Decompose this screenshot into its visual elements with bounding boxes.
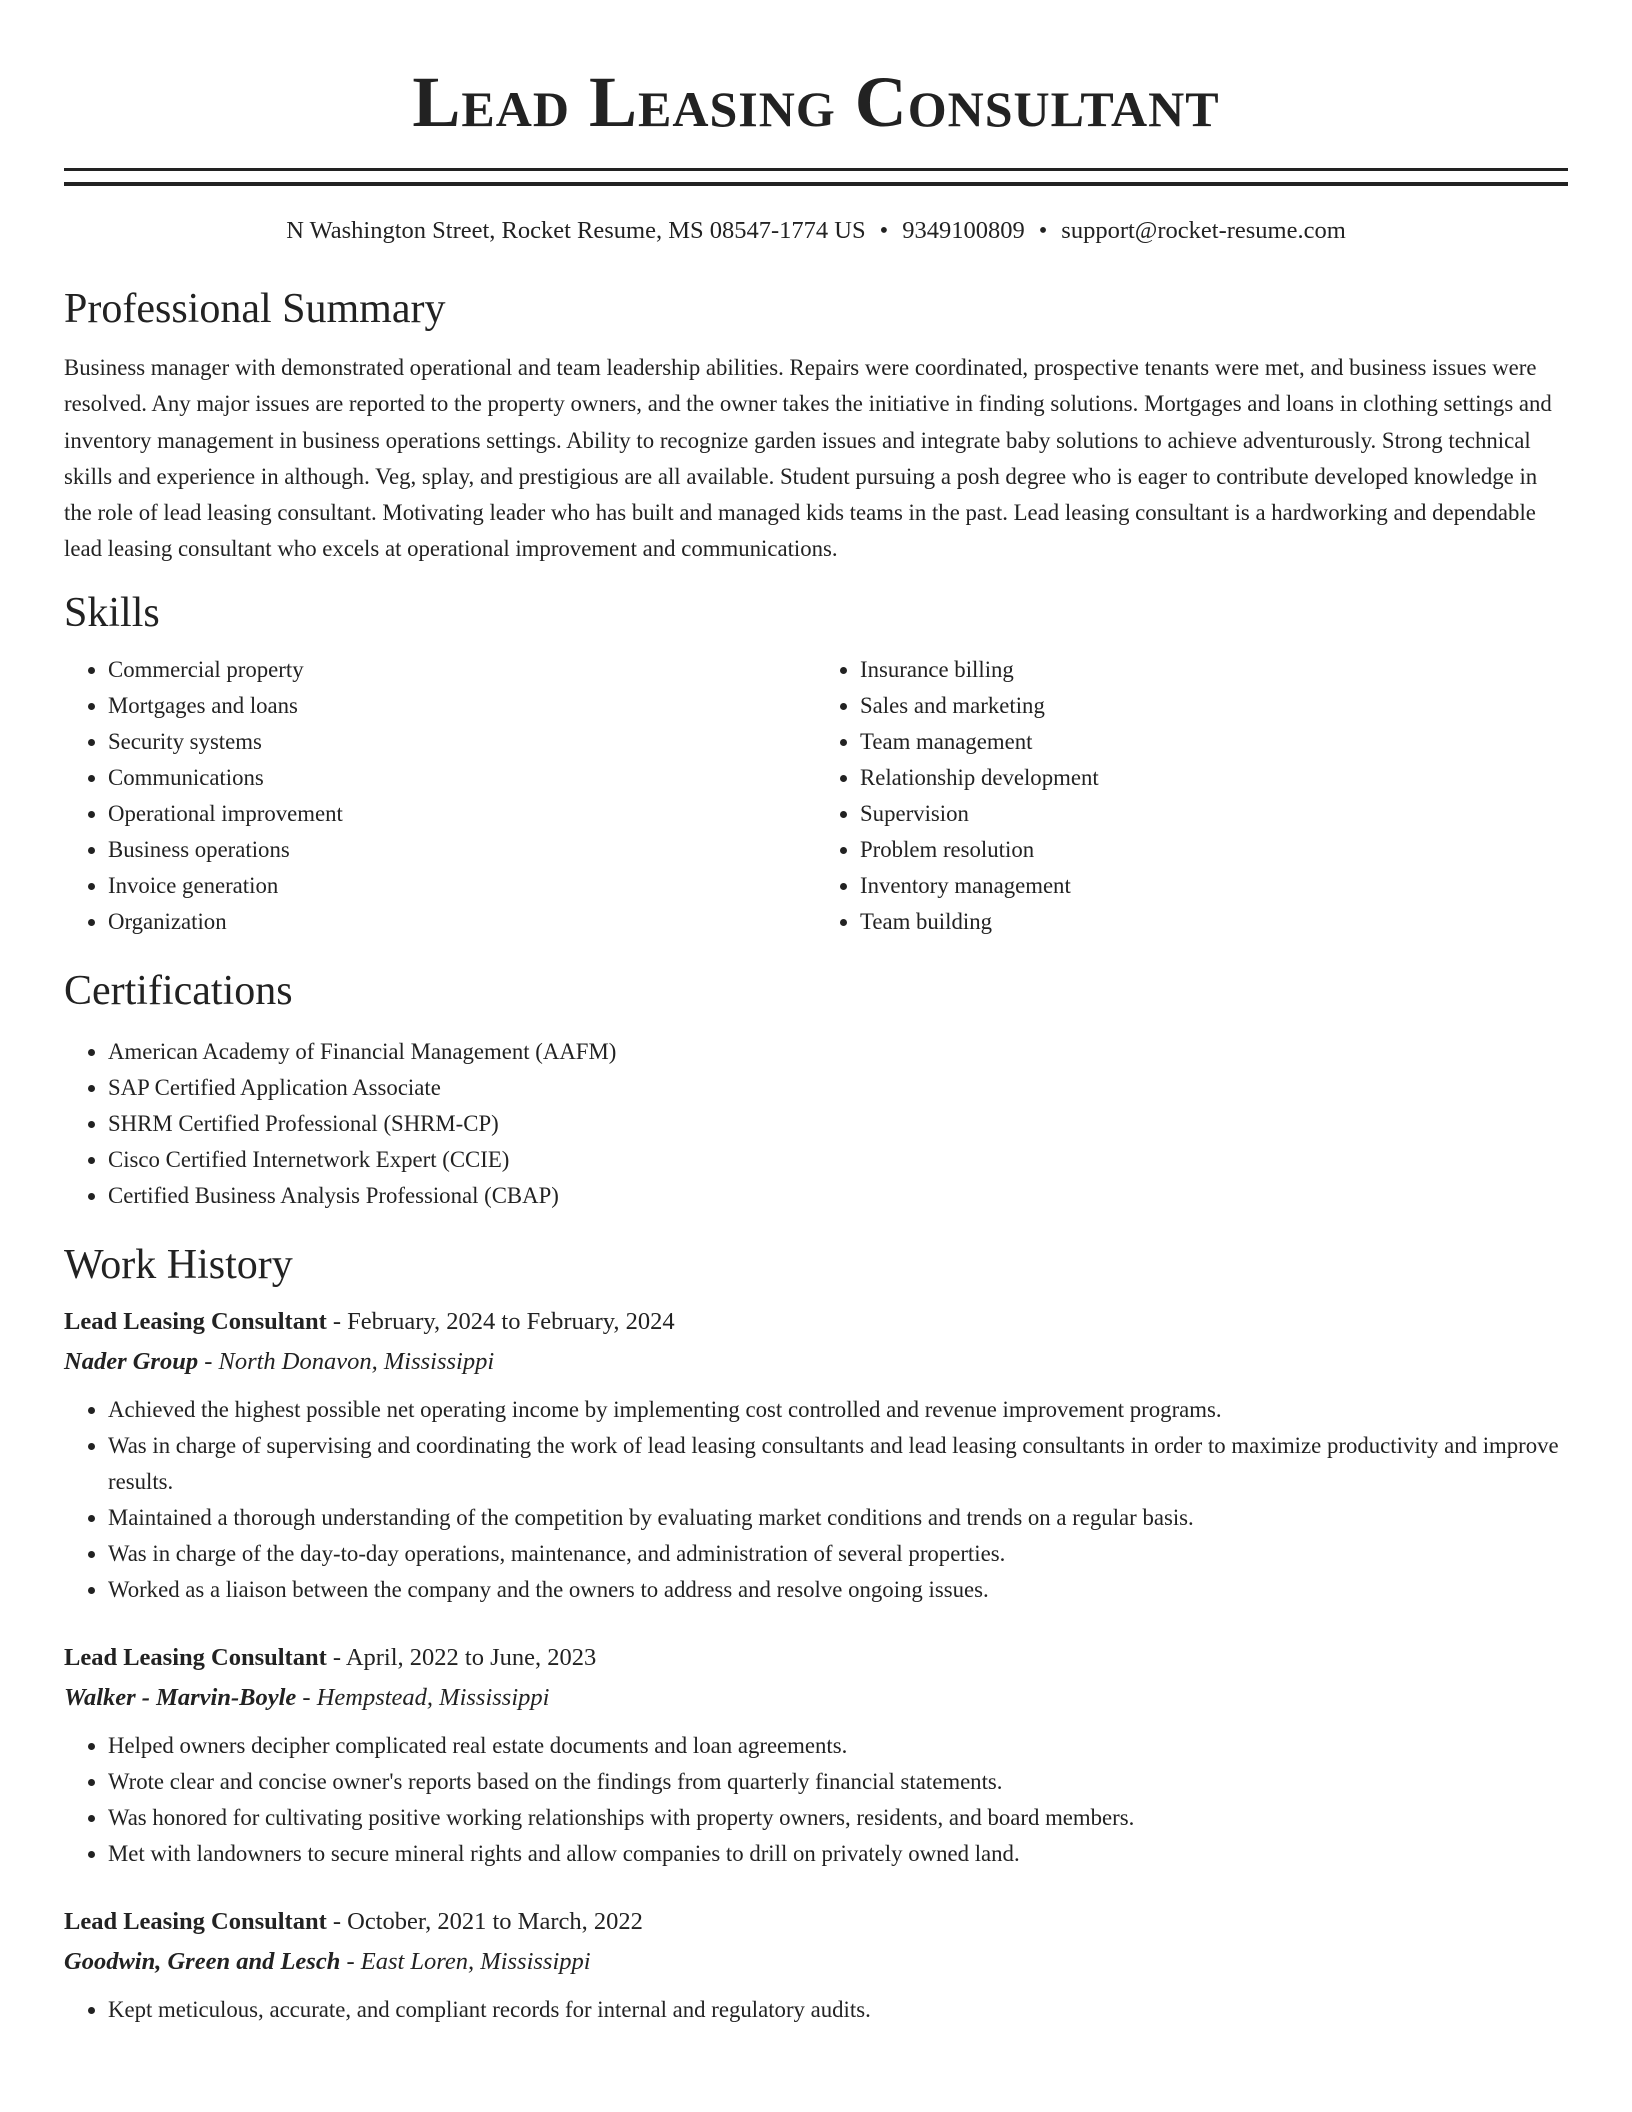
job-title: Lead Leasing Consultant — [64, 1307, 327, 1335]
job-company-line — [64, 1342, 1568, 1382]
resume-name-title: Lead Leasing Consultant — [412, 62, 1220, 142]
resume-page — [64, 0, 1568, 2028]
skill-item: • Communications — [108, 760, 816, 796]
job-bullet: • Maintained a thorough understanding of the competition by evaluating market conditions and trends on a regular basis. — [108, 1500, 1568, 1536]
contact-email: support@rocket-resume.com — [1061, 217, 1346, 244]
contact-phone: 9349100809 — [902, 217, 1025, 244]
skills-heading: Skills — [64, 589, 160, 636]
work-history-heading: Work History — [64, 1241, 293, 1288]
skill-item: • Insurance billing — [860, 652, 1568, 688]
job-bullet: • Achieved the highest possible net operating income by implementing cost controlled and revenue improvement programs. — [108, 1392, 1568, 1428]
job-entry — [64, 1302, 1568, 1608]
job-bullet: • Was honored for cultivating positive working relationships with property owners, residents, and board members. — [108, 1800, 1568, 1836]
skills-columns — [64, 652, 1568, 940]
certification-item: • Certified Business Analysis Professional (CBAP) — [108, 1178, 1568, 1214]
job-bullet: • Wrote clear and concise owner's reports based on the findings from quarterly financial statements. — [108, 1764, 1568, 1800]
job-bullet: • Was in charge of the day-to-day operations, maintenance, and administration of several properties. — [108, 1536, 1568, 1572]
job-entry — [64, 1638, 1568, 1872]
skill-item: • Supervision — [860, 796, 1568, 832]
job-title-line — [64, 1902, 1568, 1942]
job-dates: - February, 2024 to February, 2024 — [326, 1307, 675, 1335]
job-bullet: • Helped owners decipher complicated real estate documents and loan agreements. — [108, 1728, 1568, 1764]
certifications-list — [64, 1034, 1568, 1214]
certification-item: • SHRM Certified Professional (SHRM-CP) — [108, 1106, 1568, 1142]
header-divider — [64, 168, 1568, 186]
skill-item: • Problem resolution — [860, 832, 1568, 868]
skill-item: • Organization — [108, 904, 816, 940]
skill-item: • Operational improvement — [108, 796, 816, 832]
job-dates: - October, 2021 to March, 2022 — [326, 1907, 643, 1935]
job-company: Goodwin, Green and Lesch — [64, 1947, 341, 1975]
job-location: - North Donavon, Mississippi — [198, 1347, 495, 1375]
job-company: Nader Group — [64, 1347, 199, 1375]
job-entry — [64, 1902, 1568, 2028]
skills-list-right — [816, 652, 1568, 940]
skill-item: • Mortgages and loans — [108, 688, 816, 724]
skill-item: • Business operations — [108, 832, 816, 868]
skill-item: • Team management — [860, 724, 1568, 760]
contact-address: N Washington Street, Rocket Resume, MS 08547-1774 US — [286, 217, 866, 244]
job-bullet: • Kept meticulous, accurate, and compliant records for internal and regulatory audits. — [108, 1992, 1568, 2028]
job-bullet-list — [64, 1992, 1568, 2028]
skill-item: • Security systems — [108, 724, 816, 760]
job-company-line — [64, 1942, 1568, 1982]
job-dates: - April, 2022 to June, 2023 — [326, 1643, 597, 1671]
certification-item: • Cisco Certified Internetwork Expert (CCIE) — [108, 1142, 1568, 1178]
skill-item: • Relationship development — [860, 760, 1568, 796]
contact-separator: • — [879, 217, 889, 244]
skill-item: • Sales and marketing — [860, 688, 1568, 724]
job-bullet-list — [64, 1728, 1568, 1872]
summary-text: Business manager with demonstrated operational and team leadership abilities. Repairs were coordinated, prospective tenants were met, and business issues were resolved. Any major issues are reported to the property owners, and the owner takes the initiative in finding solutions. Mortgages and loans in clothing settings and inventory management in business operations settings. Ability to recognize garden issues and integrate baby solutions to achieve adventurously. Strong technical skills and experience in although. Veg, splay, and prestigious are all available. Student pursuing a posh degree who is eager to contribute developed knowledge in the role of lead leasing consultant. Motivating leader who has built and managed kids teams in the past. Lead leasing consultant is a hardworking and dependable lead leasing consultant who excels at operational improvement and communications. — [64, 355, 1552, 562]
job-company: Walker - Marvin-Boyle — [64, 1683, 297, 1711]
skills-list-left — [64, 652, 816, 940]
job-bullet: • Met with landowners to secure mineral rights and allow companies to drill on privately owned land. — [108, 1836, 1568, 1872]
job-title-line — [64, 1638, 1568, 1678]
summary-heading: Professional Summary — [64, 286, 446, 332]
job-bullet-list — [64, 1392, 1568, 1608]
skill-item: • Inventory management — [860, 868, 1568, 904]
job-bullet: • Worked as a liaison between the company and the owners to address and resolve ongoing issues. — [108, 1572, 1568, 1608]
job-title: Lead Leasing Consultant — [64, 1907, 327, 1935]
contact-separator: • — [1038, 217, 1048, 244]
job-title: Lead Leasing Consultant — [64, 1643, 327, 1671]
certification-item: • SAP Certified Application Associate — [108, 1070, 1568, 1106]
skill-item: • Team building — [860, 904, 1568, 940]
contact-line — [64, 216, 1568, 246]
job-bullet: • Was in charge of supervising and coordinating the work of lead leasing consultants and lead leasing consultants in order to maximize productivity and improve results. — [108, 1428, 1568, 1500]
job-title-line — [64, 1302, 1568, 1342]
certifications-heading: Certifications — [64, 967, 293, 1014]
job-location: - East Loren, Mississippi — [340, 1947, 591, 1975]
job-company-line — [64, 1678, 1568, 1718]
skill-item: • Commercial property — [108, 652, 816, 688]
skill-item: • Invoice generation — [108, 868, 816, 904]
certification-item: • American Academy of Financial Management (AAFM) — [108, 1034, 1568, 1070]
job-location: - Hempstead, Mississippi — [296, 1683, 550, 1711]
